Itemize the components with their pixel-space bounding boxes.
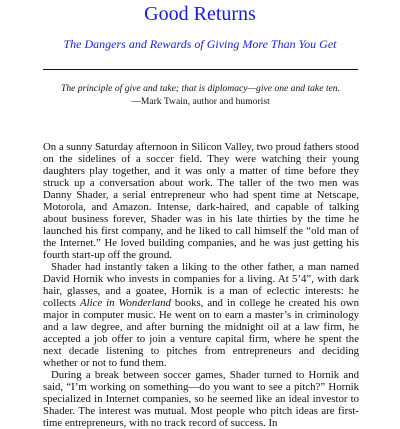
body-text	[43, 141, 359, 429]
paragraph-3: During a break between soccer games, Shader turned to Hornik and said, “I’m working on something—do you want to see a pitch?” Hornik specialized in Internet companies, so he seemed like an ideal investor to Shader. The interest was mutual. Most people who pitch ideas are first-time entrepreneurs, with no track record of success. In	[43, 369, 359, 429]
epigraph-quote: The principle of give and take; that is diplomacy—give one and take ten.	[61, 83, 340, 94]
paragraph-2	[43, 261, 359, 369]
chapter-subtitle: The Dangers and Rewards of Giving More Than You Get	[63, 37, 337, 51]
paragraph-2-part-b: books, and in college he created his own major in computer music. He went on to earn a master’s in criminology and a law degree, and after burning the midnight oil at a law firm, he accepted a job offer to join a venture capital firm, where he spent the next decade listening to pitches from entrepreneurs and deciding whether or not to fund them.	[43, 297, 359, 369]
epigraph-attribution: —Mark Twain, author and humorist	[131, 96, 270, 107]
paragraph-2-part-a: Shader had instantly taken a liking to the other father, a man named David Hornik who invests in companies for a living. At 5’4”, with dark hair, glasses, and a goatee, Hornik is a man of eclectic interests: he collects	[43, 261, 359, 309]
paragraph-1: On a sunny Saturday afternoon in Silicon Valley, two proud fathers stood on the sidelines of a soccer field. They were watching their young daughters play together, and it was only a matter of time before they struck up a conversation about work. The taller of the two men was Danny Shader, a serial entrepreneur who had spent time at Netscape, Motorola, and Amazon. Intense, dark-haired, and capable of talking about business forever, Shader was in his late thirties by the time he launched his first company, and he liked to call himself the “old man of the Internet.” He loved building companies, and he was just getting his fourth start-up off the ground.	[43, 141, 359, 261]
section-divider	[43, 69, 358, 70]
book-title: Alice in Wonderland	[79, 297, 171, 309]
chapter-title: Good Returns	[144, 3, 256, 25]
epigraph	[43, 82, 358, 108]
